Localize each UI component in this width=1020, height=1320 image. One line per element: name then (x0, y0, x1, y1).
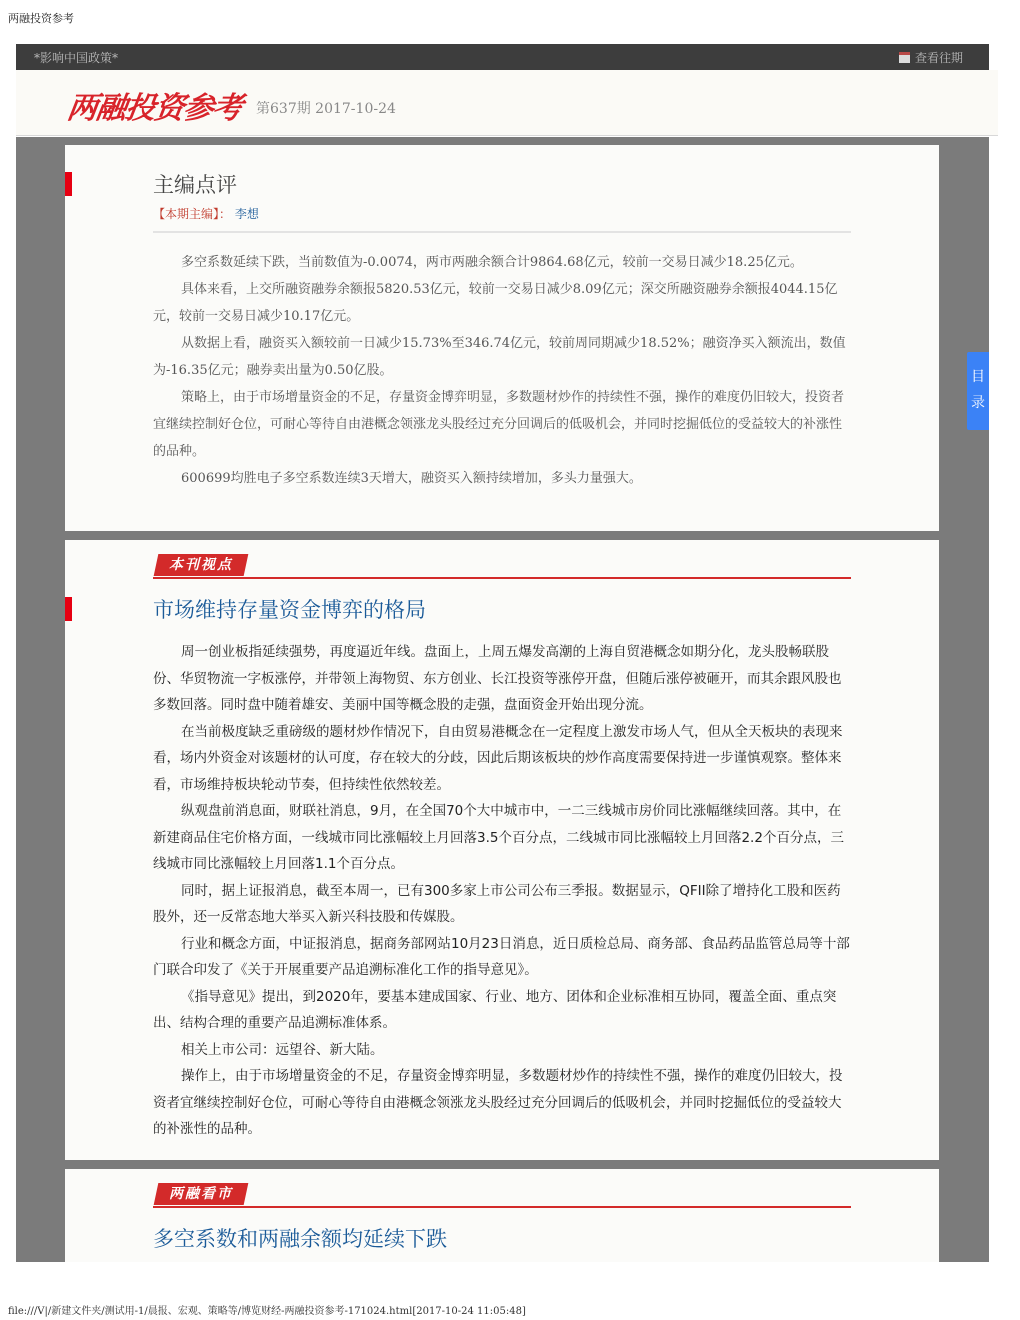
section-rule (153, 577, 851, 579)
paragraph: 纵观盘前消息面，财联社消息，9月，在全国70个大中城市中，一二三线城市房价同比涨幅继续回落。其中，在新建商品住宅价格方面，一线城市同比涨幅较上月回落3.5个百分点，二线城市同比涨幅较上月回落2.2个百分点，三线城市同比涨幅较上月回落1.1个百分点。 (153, 803, 844, 872)
article-title: 市场维持存量资金博弈的格局 (153, 598, 426, 622)
divider (153, 231, 851, 233)
article-title: 多空系数和两融余额均延续下跌 (153, 1227, 447, 1251)
top-bar (16, 44, 989, 70)
paragraph: 多空系数延续下跌，当前数值为-0.0074，两市两融余额合计9864.68亿元，较前一交易日减少18.25亿元。 (181, 255, 803, 270)
slogan: *影响中国政策* (34, 51, 119, 65)
card-title: 主编点评 (153, 173, 237, 197)
section-rule (153, 1206, 851, 1208)
history-label: 查看往期 (914, 51, 963, 65)
paragraph: 具体来看，上交所融资融券余额报5820.53亿元，较前一交易日减少8.09亿元；深交所融资融券余额报4044.15亿元，较前一交易日减少10.17亿元。 (153, 282, 838, 324)
section-marker (65, 172, 72, 196)
section-tag-label: 两融看市 (169, 1186, 233, 1202)
editor-comment-body (153, 249, 853, 492)
paragraph: 相关上市公司：远望谷、新大陆。 (181, 1041, 384, 1058)
editor-label: 【本期主编】： (153, 207, 232, 221)
margin-market-card (65, 1169, 939, 1262)
paragraph: 周一创业板指延续强势，再度逼近年线。盘面上，上周五爆发高潮的上海自贸港概念如期分化，龙头股畅联股份、华贸物流一字板涨停，并带领上海物贸、东方创业、长江投资等涨停开盘，但随后涨停被砸开，而其余跟风股也多数回落。同时盘中随着雄安、美丽中国等概念股的走强，盘面资金开始出现分流。 (153, 644, 842, 713)
brand-header (16, 70, 998, 136)
toc-button[interactable]: 目录 (967, 352, 989, 430)
section-tag-label: 本刊视点 (169, 557, 233, 573)
print-header: 两融投资参考 (8, 12, 74, 25)
section-marker (65, 597, 72, 621)
logo: 两融投资参考 (65, 91, 244, 126)
paragraph: 行业和概念方面，中证报消息，据商务部网站10月23日消息，近日质检总局、商务部、食品药品监管总局等十部门联合印发了《关于开展重要产品追溯标准化工作的指导意见》。 (153, 935, 850, 978)
paragraph: 在当前极度缺乏重磅级的题材炒作情况下，自由贸易港概念在一定程度上激发市场人气，但从全天板块的表现来看，场内外资金对该题材的认可度，存在较大的分歧，因此后期该板块的炒作高度需要保持进一步谨慎观察。整体来看，市场维持板块轮动节奏，但持续性依然较差。 (153, 723, 843, 793)
print-footer: file:///V|/新建文件夹/测试用-1/晨报、宏观、策略等/博览财经-两融投资参考-171024.html[2017-10-24 11:05:48] (8, 1306, 526, 1317)
paragraph: 策略上，由于市场增量资金的不足，存量资金博弈明显，多数题材炒作的持续性不强，操作的难度仍旧较大，投资者宜继续控制好仓位，可耐心等待自由港概念领涨龙头股经过充分回调后的低吸机会，并同时挖掘低位的受益较大的补涨性的品种。 (153, 390, 845, 459)
content-area (16, 137, 989, 1262)
paragraph: 同时，据上证报消息，截至本周一，已有300多家上市公司公布三季报。数据显示，QFII除了增持化工股和医药股外，还一反常态地大举买入新兴科技股和传媒股。 (153, 882, 841, 925)
article-body (153, 639, 853, 1143)
viewpoint-card (65, 540, 939, 1160)
paragraph: 《指导意见》提出，到2020年，要基本建成国家、行业、地方、团体和企业标准相互协同，覆盖全面、重点突出、结构合理的重要产品追溯标准体系。 (153, 988, 837, 1031)
editor-line (153, 205, 259, 222)
paragraph: 从数据上看，融资买入额较前一日减少15.73%至346.74亿元，较前周同期减少18.52%；融资净买入额流出，数值为-16.35亿元；融券卖出量为0.50亿股。 (153, 336, 846, 378)
section-tag (154, 1183, 249, 1205)
editor-comment-card (65, 145, 939, 531)
paragraph: 600699均胜电子多空系数连续3天增大，融资买入额持续增加，多头力量强大。 (181, 471, 642, 486)
calendar-icon (899, 52, 910, 63)
issue-info: 第637期 2017-10-24 (256, 101, 396, 117)
paragraph: 操作上，由于市场增量资金的不足，存量资金博弈明显，多数题材炒作的持续性不强，操作的难度仍旧较大，投资者宜继续控制好仓位，可耐心等待自由港概念领涨龙头股经过充分回调后的低吸机会，并同时挖掘低位的受益较大的补涨性的品种。 (153, 1068, 843, 1137)
section-tag (154, 554, 249, 576)
editor-name[interactable]: 李想 (234, 207, 259, 221)
history-link[interactable] (899, 49, 963, 66)
